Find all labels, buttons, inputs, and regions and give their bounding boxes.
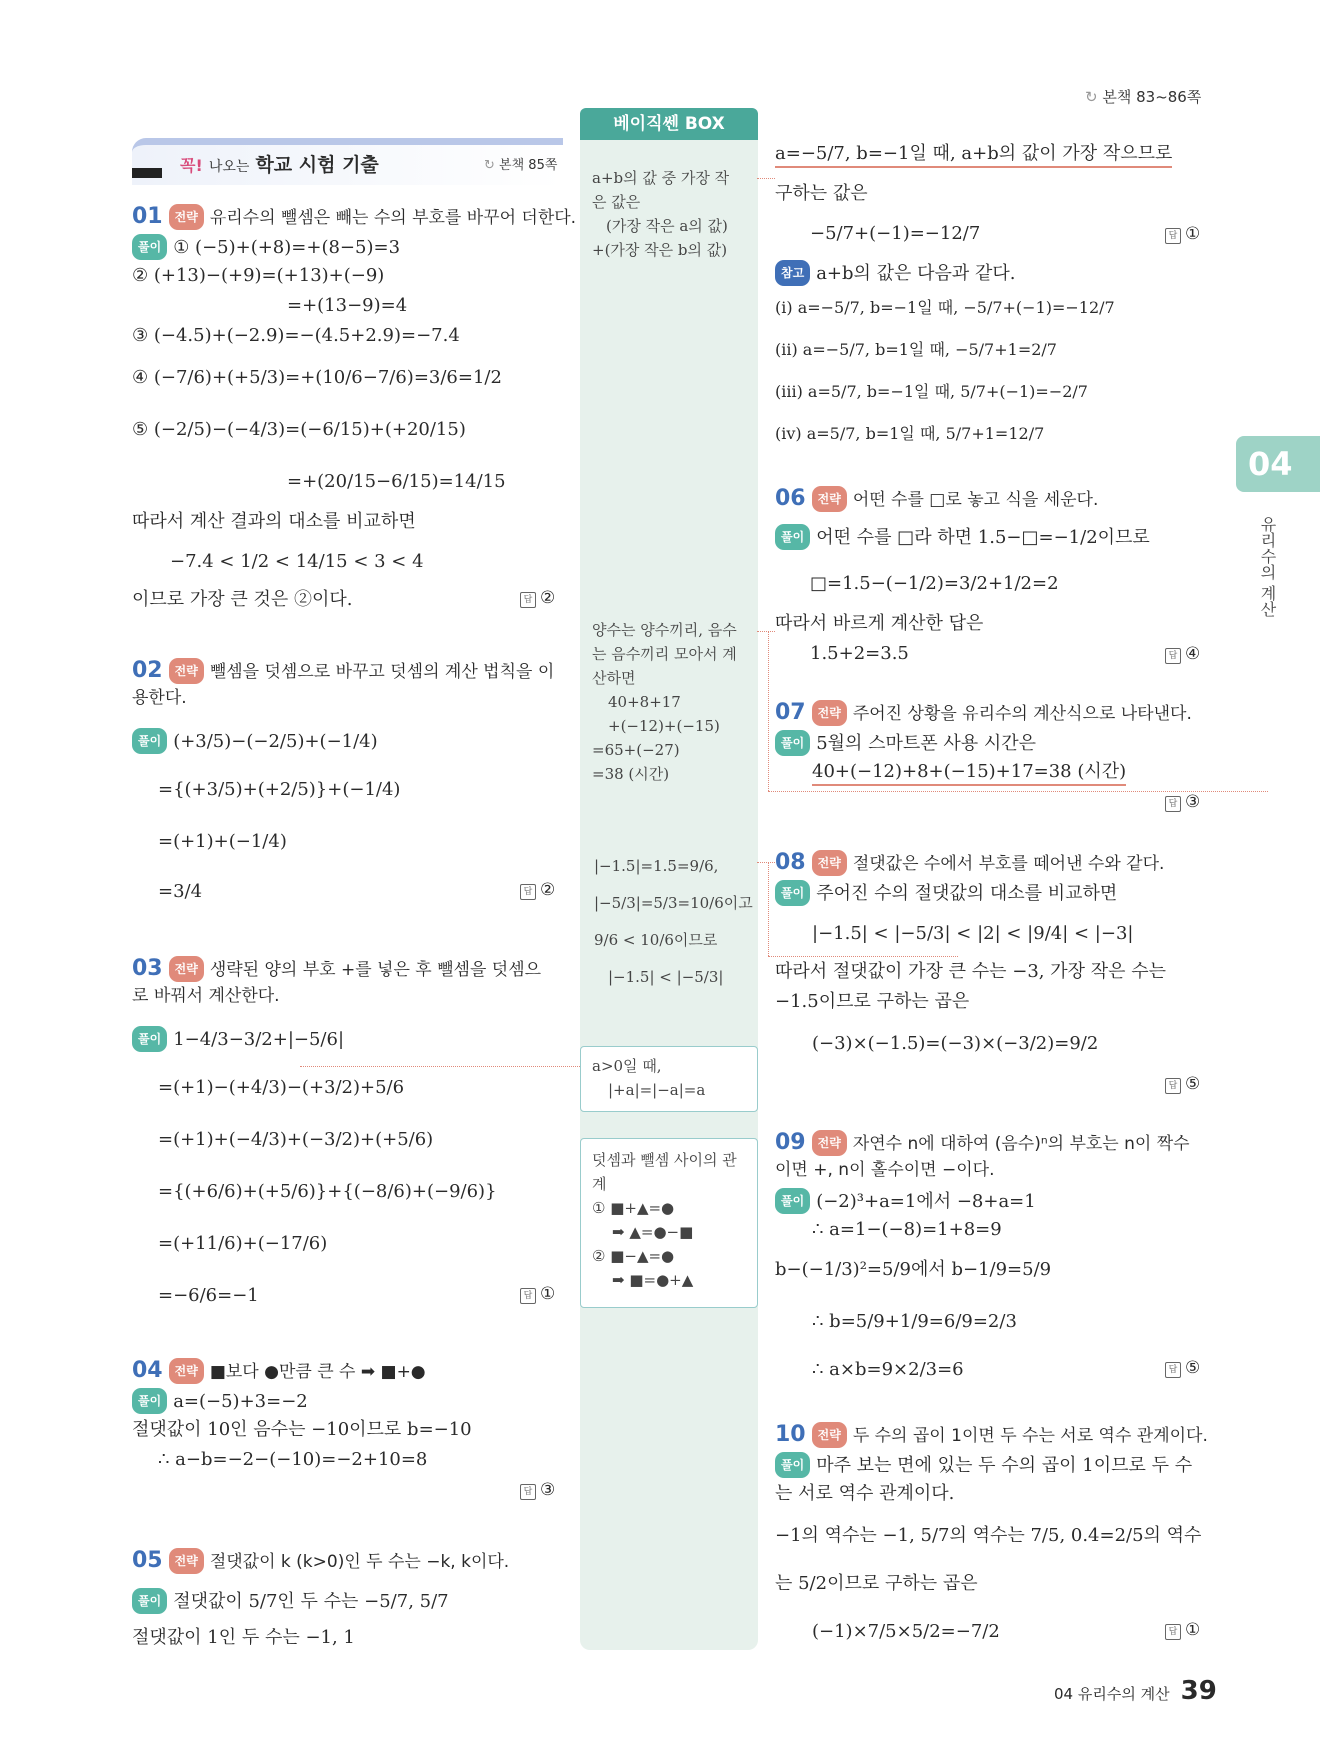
problem-02-title-cont: 용한다. xyxy=(132,688,187,708)
problem-01-line: 이므로 가장 큰 것은 ②이다. xyxy=(132,589,353,610)
problem-01-line: ④ (−7/6)+(+5/3)=+(10/6−7/6)=3/6=1/2 xyxy=(132,367,502,388)
problem-04-header: 04 전략 ■보다 ●만큼 큰 수 ➡ ■+● xyxy=(132,1358,426,1383)
footer: 04 유리수의 계산 39 xyxy=(1054,1676,1217,1706)
problem-06-line: 따라서 바르게 계산한 답은 xyxy=(775,613,984,634)
problem-10-line: 는 서로 역수 관계이다. xyxy=(775,1483,955,1504)
problem-09-header: 09 전략 자연수 n에 대하여 (음수)ⁿ의 부호는 n이 짝수 xyxy=(775,1130,1190,1155)
problem-03-answer: 답 ① xyxy=(520,1284,555,1304)
problem-02-answer: 답 ② xyxy=(520,880,555,900)
problem-08-line: (−3)×(−1.5)=(−3)×(−3/2)=9/2 xyxy=(812,1033,1099,1054)
problem-10-line: −1의 역수는 −1, 5/7의 역수는 7/5, 0.4=2/5의 역수 xyxy=(775,1525,1202,1546)
problem-02-line: =3/4 xyxy=(158,881,203,902)
section-title: 꼭! 나오는 학교 시험 기출 xyxy=(180,154,379,176)
problem-04-line: 절댓값이 10인 음수는 −10이므로 b=−10 xyxy=(132,1419,472,1440)
box-note-5: 덧셈과 뺄셈 사이의 관 계 ① ■+▲=● ➡ ▲=●−■ ② ■−▲=● ➡ ■=●+▲ xyxy=(592,1151,737,1289)
problem-10-line: (−1)×7/5×5/2=−7/2 xyxy=(812,1621,1000,1642)
box-note-3: |−1.5|=1.5=9/6, |−5/3|=5/3=10/6이고 9/6 < 10/6이므로 |−1.5| < |−5/3| xyxy=(594,857,753,986)
note-case: (i) a=−5/7, b=−1일 때, −5/7+(−1)=−12/7 xyxy=(775,298,1115,317)
problem-02-header: 02 전략 뺄셈을 덧셈으로 바꾸고 덧셈의 계산 법칙을 이 xyxy=(132,658,555,683)
connector xyxy=(757,631,775,632)
problem-09-line: ∴ a×b=9×2/3=6 xyxy=(812,1359,964,1380)
connector xyxy=(768,631,769,791)
problem-04-line: ∴ a−b=−2−(−10)=−2+10=8 xyxy=(158,1449,428,1470)
connector xyxy=(768,956,958,957)
note-case: (iii) a=5/7, b=−1일 때, 5/7+(−1)=−2/7 xyxy=(775,382,1088,401)
problem-05-line: 풀이 절댓값이 5/7인 두 수는 −5/7, 5/7 xyxy=(132,1588,449,1614)
cont-line: −5/7+(−1)=−12/7 xyxy=(810,223,981,244)
problem-07-line: 40+(−12)+8+(−15)+17=38 (시간) xyxy=(812,760,1126,786)
box-note-2: 양수는 양수끼리, 음수 는 음수끼리 모아서 계 산하면 40+8+17 +(−12)+(−15) =65+(−27) =38 (시간) xyxy=(592,621,737,783)
refresh-icon: ↻ xyxy=(1085,88,1098,106)
page-ref: ↻ 본책 83~86쪽 xyxy=(1085,88,1202,106)
problem-10-header: 10 전략 두 수의 곱이 1이면 두 수는 서로 역수 관계이다. xyxy=(775,1422,1208,1447)
problem-09-title-cont: 이면 +, n이 홀수이면 −이다. xyxy=(775,1160,995,1180)
note-case: (ii) a=−5/7, b=1일 때, −5/7+1=2/7 xyxy=(775,340,1057,359)
connector xyxy=(757,862,775,863)
problem-03-line: =−6/6=−1 xyxy=(158,1285,259,1306)
problem-01-line: ③ (−4.5)+(−2.9)=−(4.5+2.9)=−7.4 xyxy=(132,325,460,346)
section-ref: ↻ 본책 85쪽 xyxy=(484,158,558,173)
problem-06-line: □=1.5−(−1/2)=3/2+1/2=2 xyxy=(810,573,1059,594)
problem-09-line: ∴ a=1−(−8)=1+8=9 xyxy=(812,1219,1002,1240)
box-note-4: a>0일 때, |+a|=|−a|=a xyxy=(592,1057,706,1099)
problem-03-line: =(+1)−(+4/3)−(+3/2)+5/6 xyxy=(158,1077,405,1098)
problem-05-header: 05 전략 절댓값이 k (k>0)인 두 수는 −k, k이다. xyxy=(132,1548,510,1573)
problem-03-line: =(+1)+(−4/3)+(−3/2)+(+5/6) xyxy=(158,1129,434,1150)
problem-01-line: =+(20/15−6/15)=14/15 xyxy=(287,471,506,492)
problem-06-line: 1.5+2=3.5 xyxy=(810,643,909,664)
connector xyxy=(757,178,775,179)
problem-03-line: ={(+6/6)+(+5/6)}+{(−8/6)+(−9/6)} xyxy=(158,1181,497,1202)
problem-03-title-cont: 로 바꿔서 계산한다. xyxy=(132,986,280,1006)
problem-03-line: 풀이 1−4/3−3/2+|−5/6| xyxy=(132,1026,344,1052)
problem-02-line: ={(+3/5)+(+2/5)}+(−1/4) xyxy=(158,779,401,800)
problem-01-line: 따라서 계산 결과의 대소를 비교하면 xyxy=(132,511,416,532)
problem-08-answer: 답 ⑤ xyxy=(1165,1074,1200,1094)
connector xyxy=(300,1066,580,1067)
problem-01-line: 풀이 ① (−5)+(+8)=+(8−5)=3 xyxy=(132,234,400,260)
problem-08-line: |−1.5| < |−5/3| < |2| < |9/4| < |−3| xyxy=(812,923,1134,944)
problem-08-line: −1.5이므로 구하는 곱은 xyxy=(775,991,970,1012)
problem-08-line: 따라서 절댓값이 가장 큰 수는 −3, 가장 작은 수는 xyxy=(775,961,1167,982)
problem-02-line: =(+1)+(−1/4) xyxy=(158,831,287,852)
problem-01-line: =+(13−9)=4 xyxy=(287,295,408,316)
problem-09-line: ∴ b=5/9+1/9=6/9=2/3 xyxy=(812,1311,1017,1332)
problem-10-line: 는 5/2이므로 구하는 곱은 xyxy=(775,1573,978,1594)
chapter-tab: 04 xyxy=(1236,436,1320,492)
problem-01-line: ② (+13)−(+9)=(+13)+(−9) xyxy=(132,265,385,286)
problem-01-answer: 답 ② xyxy=(520,588,555,608)
note-title: 참고 a+b의 값은 다음과 같다. xyxy=(775,260,1016,286)
connector xyxy=(768,862,769,956)
chapter-tab-title: 유리수의 계산 xyxy=(1258,516,1277,618)
cont-line: a=−5/7, b=−1일 때, a+b의 값이 가장 작으므로 xyxy=(775,142,1172,168)
note-case: (iv) a=5/7, b=1일 때, 5/7+1=12/7 xyxy=(775,424,1045,443)
problem-09-answer: 답 ⑤ xyxy=(1165,1358,1200,1378)
problem-10-answer: 답 ① xyxy=(1165,1620,1200,1640)
problem-10-line: 풀이 마주 보는 면에 있는 두 수의 곱이 1이므로 두 수 xyxy=(775,1452,1192,1478)
cont-answer: 답 ① xyxy=(1165,224,1200,244)
refresh-icon: ↻ xyxy=(484,158,495,173)
problem-04-answer: 답 ③ xyxy=(520,1480,555,1500)
basic-box-title: 베이직쎈 BOX xyxy=(580,108,758,140)
problem-06-header: 06 전략 어떤 수를 □로 놓고 식을 세운다. xyxy=(775,486,1099,511)
problem-06-line: 풀이 어떤 수를 □라 하면 1.5−□=−1/2이므로 xyxy=(775,524,1150,550)
problem-06-answer: 답 ④ xyxy=(1165,644,1200,664)
section-banner-mark xyxy=(132,168,162,178)
problem-08-line: 풀이 주어진 수의 절댓값의 대소를 비교하면 xyxy=(775,880,1117,906)
problem-03-line: =(+11/6)+(−17/6) xyxy=(158,1233,328,1254)
problem-05-line: 절댓값이 1인 두 수는 −1, 1 xyxy=(132,1627,355,1648)
problem-04-line: 풀이 a=(−5)+3=−2 xyxy=(132,1388,308,1414)
problem-01-line: −7.4 < 1/2 < 14/15 < 3 < 4 xyxy=(170,551,424,572)
box-note-1: a+b의 값 중 가장 작 은 값은 (가장 작은 a의 값) +(가장 작은 b의 값) xyxy=(592,169,730,259)
problem-07-header: 07 전략 주어진 상황을 유리수의 계산식으로 나타낸다. xyxy=(775,700,1192,725)
problem-07-line: 풀이 5월의 스마트폰 사용 시간은 xyxy=(775,730,1036,756)
problem-09-line: 풀이 (−2)³+a=1에서 −8+a=1 xyxy=(775,1188,1036,1214)
problem-02-line: 풀이 (+3/5)−(−2/5)+(−1/4) xyxy=(132,728,378,754)
problem-01-header: 01 전략 유리수의 뺄셈은 빼는 수의 부호를 바꾸어 더한다. xyxy=(132,204,577,229)
problem-09-line: b−(−1/3)²=5/9에서 b−1/9=5/9 xyxy=(775,1259,1052,1280)
problem-03-header: 03 전략 생략된 양의 부호 +를 넣은 후 뺄셈을 덧셈으 xyxy=(132,956,542,981)
problem-01-line: ⑤ (−2/5)−(−4/3)=(−6/15)+(+20/15) xyxy=(132,419,466,440)
problem-08-header: 08 전략 절댓값은 수에서 부호를 떼어낸 수와 같다. xyxy=(775,850,1165,875)
problem-07-answer: 답 ③ xyxy=(1165,792,1200,812)
cont-line: 구하는 값은 xyxy=(775,183,868,204)
